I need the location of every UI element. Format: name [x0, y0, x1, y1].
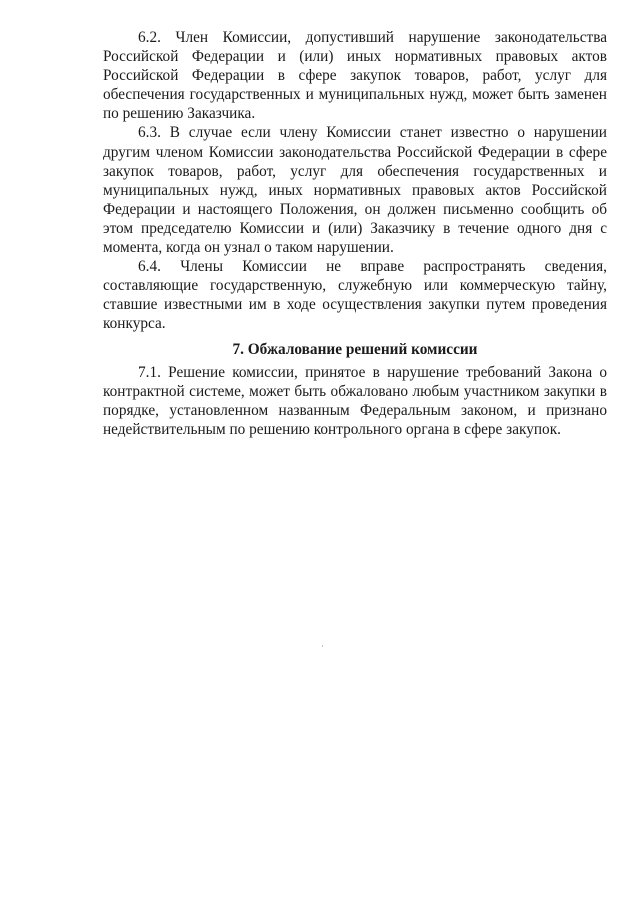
paragraph-7-1: 7.1. Решение комиссии, принятое в нарушение требований Закона о контрактной системе, может быть обжаловано любым участником закупки в порядке, установленном названным Федеральным законом, и признано недействительным по решению контрольного органа в сфере закупок. — [103, 363, 607, 438]
section-7-heading: 7. Обжалование решений комиссии — [232, 340, 478, 358]
scan-speck — [322, 645, 323, 647]
paragraph-6-4: 6.4. Члены Комиссии не вправе распространять сведения, составляющие государственную, служебную или коммерческую тайну, ставшие известными им в ходе осуществления закупки путем проведения конкурса. — [103, 258, 607, 333]
paragraph-6-3: 6.3. В случае если члену Комиссии станет известно о нарушении другим членом Комиссии законодательства Российской Федерации в сфере закупок товаров, работ, услуг для обеспечения государственных и муниципальных нужд, иных нормативных правовых актов Российской Федерации и настоящего Положения, он должен письменно сообщить об этом председателю Комиссии и (или) Заказчику в течение одного дня с момента, когда он узнал о таком нарушении. — [103, 124, 607, 257]
document-body — [103, 28, 607, 439]
paragraph-6-2: 6.2. Член Комиссии, допустивший нарушение законодательства Российской Федерации и (или) иных нормативных правовых актов Российской Федерации в сфере закупок товаров, работ, услуг для обеспечения государственных и муниципальных нужд, может быть заменен по решению Заказчика. — [103, 29, 607, 123]
